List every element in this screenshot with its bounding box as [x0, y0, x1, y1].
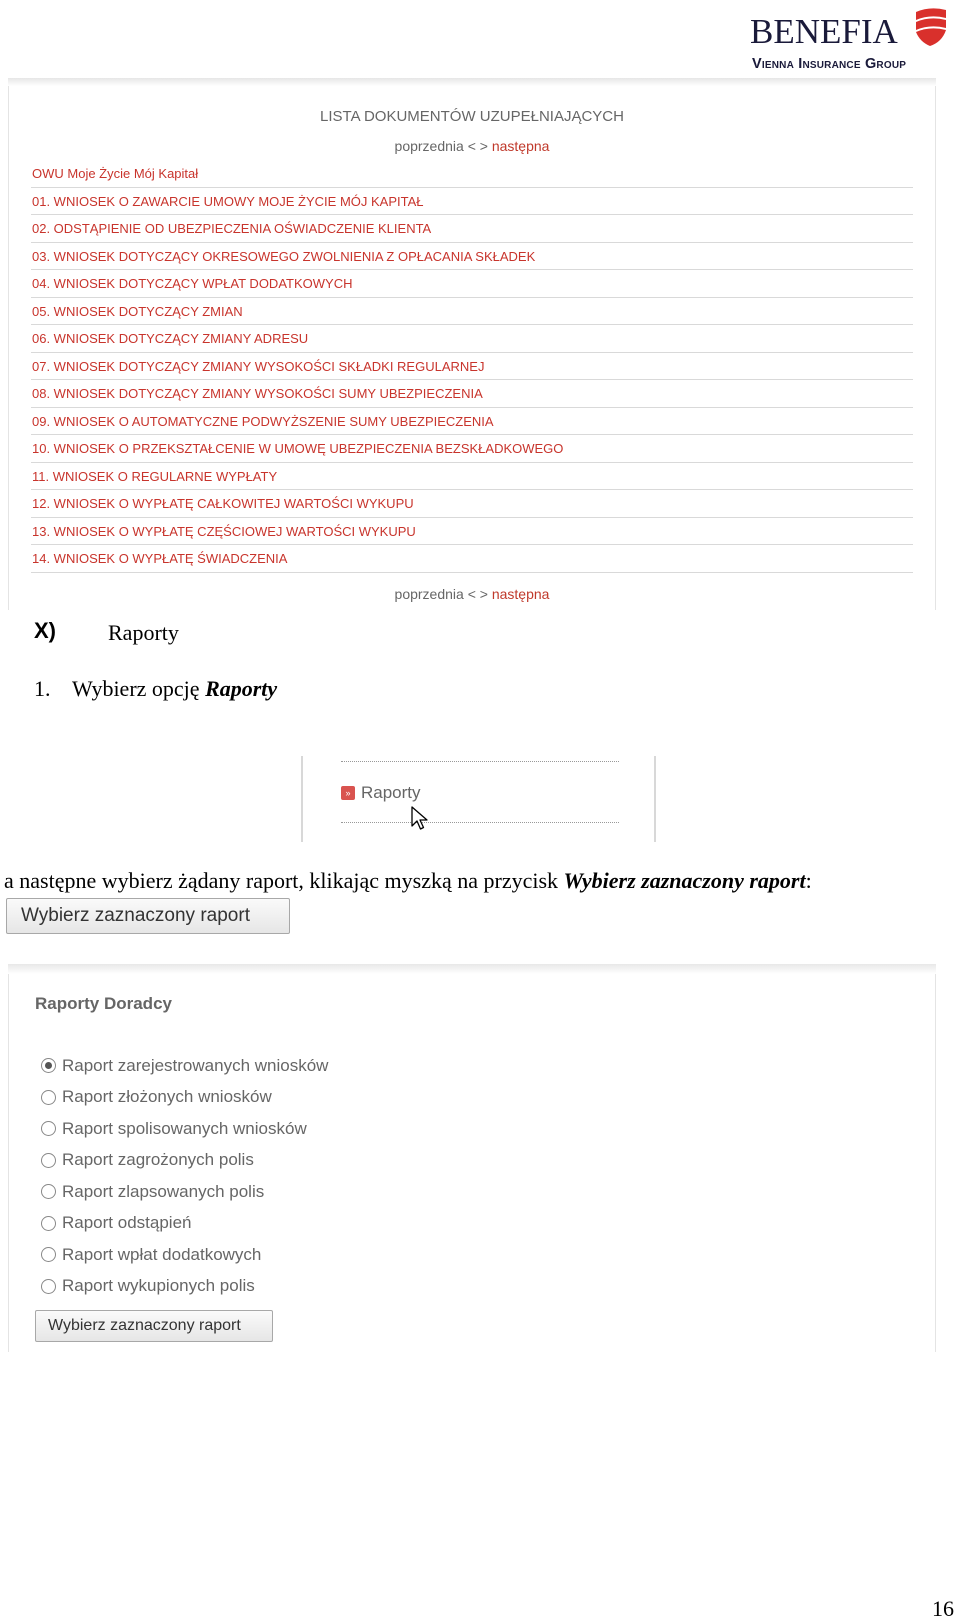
mouse-cursor-icon	[411, 806, 429, 832]
document-link[interactable]: 14. WNIOSEK O WYPŁATĘ ŚWIADCZENIA	[31, 545, 913, 573]
pager-next-link[interactable]: następna	[491, 138, 550, 154]
logo-brand: BENEFIA	[750, 12, 898, 51]
document-link[interactable]: 13. WNIOSEK O WYPŁATĘ CZĘŚCIOWEJ WARTOŚCI WYKUPU	[31, 518, 913, 546]
document-link[interactable]: 12. WNIOSEK O WYPŁATĘ CAŁKOWITEJ WARTOŚCI WYKUPU	[31, 490, 913, 518]
document-link[interactable]: 01. WNIOSEK O ZAWARCIE UMOWY MOJE ŻYCIE MÓJ KAPITAŁ	[31, 188, 913, 216]
step-instruction	[72, 676, 277, 702]
document-link[interactable]: 10. WNIOSEK O PRZEKSZTAŁCENIE W UMOWĘ UBEZPIECZENIA BEZSKŁADKOWEGO	[31, 435, 913, 463]
report-option-label: Raport złożonych wniosków	[62, 1087, 272, 1107]
pager-next-link[interactable]: następna	[491, 586, 550, 602]
report-option-label: Raport zlapsowanych polis	[62, 1181, 265, 1201]
pager-prev-link[interactable]: poprzednia	[394, 138, 464, 154]
document-link[interactable]: 08. WNIOSEK DOTYCZĄCY ZMIANY WYSOKOŚCI SUMY UBEZPIECZENIA	[31, 380, 913, 408]
report-option-label: Raport wpłat dodatkowych	[62, 1244, 262, 1264]
step-emphasis: Raporty	[205, 676, 278, 701]
document-list	[31, 160, 913, 573]
panel-shadow	[8, 78, 936, 86]
report-options	[41, 1050, 328, 1302]
report-option-label: Raport zagrożonych polis	[62, 1150, 254, 1170]
document-link[interactable]: 11. WNIOSEK O REGULARNE WYPŁATY	[31, 463, 913, 491]
submit-report-button[interactable]: Wybierz zaznaczony raport	[35, 1310, 273, 1342]
document-link[interactable]: 04. WNIOSEK DOTYCZĄCY WPŁAT DODATKOWYCH	[31, 270, 913, 298]
pager-prev-link[interactable]: poprzednia	[394, 586, 464, 602]
paragraph-text: a następne wybierz żądany raport, klikając myszką na przycisk	[4, 868, 559, 893]
select-report-button[interactable]: Wybierz zaznaczony raport	[6, 898, 290, 934]
page-number: 16	[932, 1596, 954, 1621]
report-option-label: Raport odstąpień	[62, 1213, 192, 1233]
report-option-label: Raport spolisowanych wniosków	[62, 1118, 307, 1138]
reports-title: Raporty Doradcy	[35, 994, 172, 1013]
logo-subtitle: Vienna Insurance Group	[752, 56, 907, 72]
report-option[interactable]	[41, 1082, 328, 1114]
report-option[interactable]	[41, 1271, 328, 1303]
report-option[interactable]	[41, 1113, 328, 1145]
document-list-title: LISTA DOKUMENTÓW UZUPEŁNIAJĄCYCH	[320, 108, 624, 125]
step-text: Wybierz opcję	[72, 676, 200, 701]
menu-divider	[341, 761, 619, 762]
instruction-paragraph	[4, 868, 812, 894]
report-option[interactable]	[41, 1176, 328, 1208]
menu-panel	[301, 756, 656, 842]
radio-icon[interactable]	[41, 1184, 56, 1199]
step-number: 1.	[34, 676, 51, 701]
radio-icon[interactable]	[41, 1121, 56, 1136]
document-link[interactable]: 02. ODSTĄPIENIE OD UBEZPIECZENIA OŚWIADCZENIE KLIENTA	[31, 215, 913, 243]
section-title: Raporty	[108, 620, 179, 645]
pager-separator: < >	[467, 586, 488, 602]
radio-icon[interactable]	[41, 1279, 56, 1294]
radio-icon[interactable]	[41, 1153, 56, 1168]
radio-icon[interactable]	[41, 1247, 56, 1262]
radio-selected-icon[interactable]	[41, 1058, 56, 1073]
document-link[interactable]: 09. WNIOSEK O AUTOMATYCZNE PODWYŻSZENIE SUMY UBEZPIECZENIA	[31, 408, 913, 436]
arrow-bullet-icon: »	[341, 786, 355, 800]
document-link[interactable]: 05. WNIOSEK DOTYCZĄCY ZMIAN	[31, 298, 913, 326]
report-option[interactable]	[41, 1239, 328, 1271]
menu-item-label: Raporty	[361, 783, 421, 802]
pager-separator: < >	[467, 138, 488, 154]
report-option-label: Raport wykupionych polis	[62, 1276, 255, 1296]
document-link[interactable]: OWU Moje Życie Mój Kapitał	[31, 160, 913, 188]
paragraph-end: :	[805, 868, 812, 893]
paragraph-emphasis: Wybierz zaznaczony raport	[563, 868, 806, 893]
document-link[interactable]: 03. WNIOSEK DOTYCZĄCY OKRESOWEGO ZWOLNIENIA Z OPŁACANIA SKŁADEK	[31, 243, 913, 271]
document-link[interactable]: 07. WNIOSEK DOTYCZĄCY ZMIANY WYSOKOŚCI SKŁADKI REGULARNEJ	[31, 353, 913, 381]
radio-icon[interactable]	[41, 1090, 56, 1105]
document-link[interactable]: 06. WNIOSEK DOTYCZĄCY ZMIANY ADRESU	[31, 325, 913, 353]
menu-divider	[341, 822, 619, 823]
pager-top	[9, 138, 935, 154]
reports-panel	[8, 964, 936, 1352]
menu-item-raporty[interactable]	[341, 783, 421, 803]
report-option-label: Raport zarejestrowanych wniosków	[62, 1055, 329, 1075]
section-label: X)	[34, 618, 56, 643]
report-option[interactable]	[41, 1208, 328, 1240]
document-list-panel	[8, 78, 936, 610]
pager-bottom	[9, 586, 935, 602]
benefia-logo	[750, 6, 950, 74]
report-option[interactable]	[41, 1145, 328, 1177]
panel-shadow	[8, 964, 936, 974]
radio-icon[interactable]	[41, 1216, 56, 1231]
report-option[interactable]	[41, 1050, 328, 1082]
logo-swoosh-icon	[912, 6, 948, 50]
